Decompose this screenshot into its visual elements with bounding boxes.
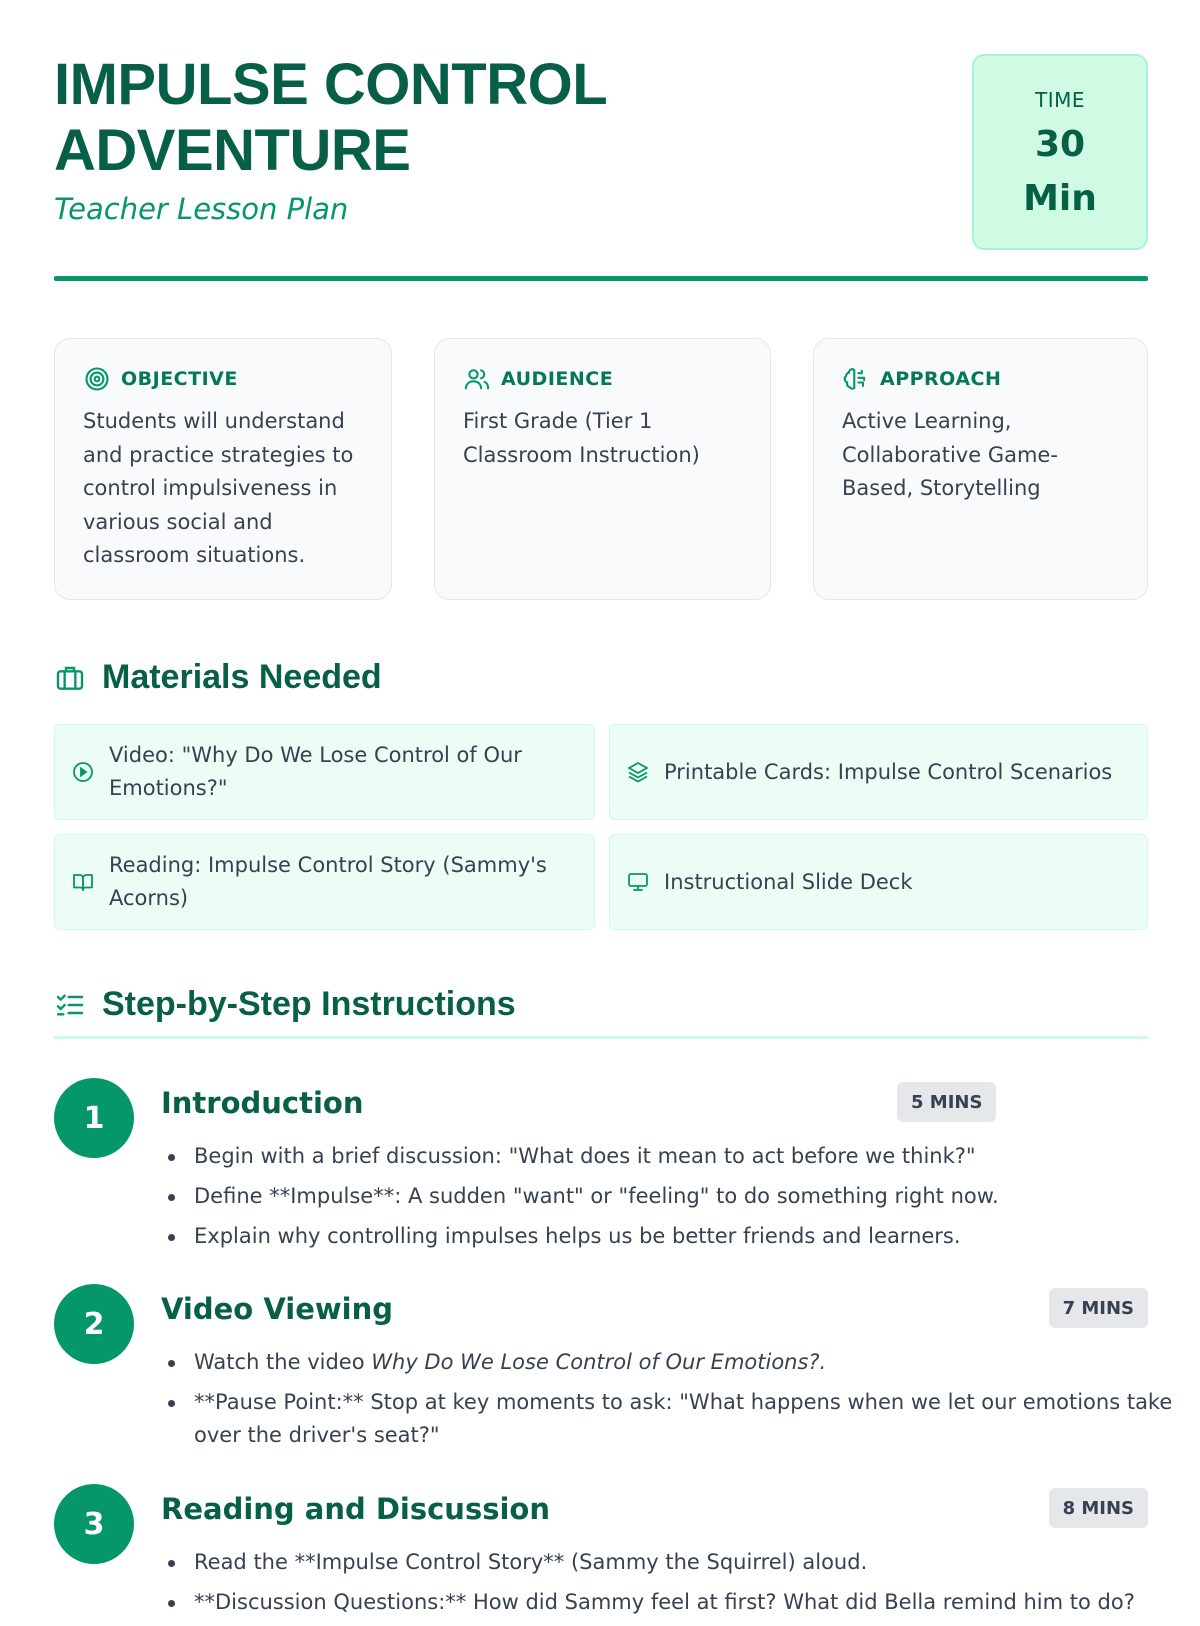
step-2 — [54, 1284, 1173, 1454]
play-icon — [71, 760, 95, 784]
audience-card — [434, 338, 771, 600]
step-bullet — [194, 1346, 1174, 1379]
approach-text: Active Learning, Collaborative Game-Based, Storytelling — [842, 409, 1058, 500]
step-bullet: Begin with a brief discussion: "What does it mean to act before we think?" — [194, 1140, 1174, 1173]
duration-badge: 8 MINS — [1049, 1488, 1148, 1528]
step-number: 2 — [54, 1284, 134, 1364]
time-value: 30 — [1034, 124, 1086, 165]
steps-divider — [54, 1036, 1148, 1039]
material-text: Reading: Impulse Control Story (Sammy's Acorns) — [109, 853, 547, 910]
material-text: Printable Cards: Impulse Control Scenarios — [664, 759, 1113, 784]
material-item — [54, 724, 595, 820]
step-1 — [54, 1078, 1148, 1258]
step-bullet: **Pause Point:** Stop at key moments to ask: "What happens when we let our emotions take over the driver's seat?" — [194, 1386, 1174, 1452]
step-bullets — [194, 1546, 1174, 1626]
title-line-1: IMPULSE CONTROL — [54, 52, 608, 117]
step-bullet: Define **Impulse**: A sudden "want" or "feeling" to do something right now. — [194, 1180, 1174, 1213]
objective-label: OBJECTIVE — [121, 368, 238, 390]
material-item — [54, 834, 595, 930]
monitor-icon — [626, 870, 650, 894]
step-bullet: Explain why controlling impulses helps us be better friends and learners. — [194, 1220, 1174, 1253]
time-box — [972, 54, 1148, 250]
steps-heading — [54, 985, 516, 1024]
material-item — [609, 724, 1148, 820]
page-subtitle: Teacher Lesson Plan — [54, 192, 349, 226]
audience-label: AUDIENCE — [501, 368, 614, 390]
steps-heading-text: Step-by-Step Instructions — [102, 985, 516, 1023]
video-title: Why Do We Lose Control of Our Emotions?. — [371, 1350, 827, 1374]
materials-heading — [54, 658, 382, 697]
material-text: Video: "Why Do We Lose Control of Our Emotions?" — [109, 743, 522, 800]
duration-badge: 5 MINS — [897, 1082, 996, 1122]
step-number: 3 — [54, 1484, 134, 1564]
objective-card — [54, 338, 392, 600]
material-item — [609, 834, 1148, 930]
book-icon — [71, 870, 95, 894]
audience-text: First Grade (Tier 1 Classroom Instruction) — [463, 409, 700, 467]
step-bullet: **Discussion Questions:** How did Sammy feel at first? What did Bella remind him to do? — [194, 1586, 1174, 1619]
briefcase-icon — [54, 662, 86, 694]
objective-text: Students will understand and practice strategies to control impulsiveness in various social and classroom situations. — [83, 409, 354, 567]
title-line-2: ADVENTURE — [54, 118, 411, 183]
step-number: 1 — [54, 1078, 134, 1158]
approach-label: APPROACH — [880, 368, 1002, 390]
layers-icon — [626, 760, 650, 784]
header-divider — [54, 276, 1148, 281]
step-title: Reading and Discussion — [161, 1492, 550, 1526]
step-bullets — [194, 1346, 1174, 1459]
step-title: Video Viewing — [161, 1292, 393, 1326]
time-label: TIME — [1034, 88, 1085, 112]
bullet-text: Watch the video — [194, 1350, 365, 1374]
step-bullet: Read the **Impulse Control Story** (Sammy the Squirrel) aloud. — [194, 1546, 1174, 1579]
step-bullets — [194, 1140, 1174, 1260]
material-text: Instructional Slide Deck — [664, 869, 913, 894]
approach-card — [813, 338, 1148, 600]
users-icon — [463, 365, 491, 393]
lesson-header — [54, 52, 1148, 252]
brain-icon — [842, 365, 870, 393]
materials-heading-text: Materials Needed — [102, 658, 382, 696]
time-unit: Min — [1023, 178, 1097, 219]
target-icon — [83, 365, 111, 393]
step-3 — [54, 1484, 1148, 1614]
step-title: Introduction — [161, 1086, 364, 1120]
checklist-icon — [54, 989, 86, 1021]
page-title — [54, 52, 754, 184]
duration-badge: 7 MINS — [1049, 1288, 1148, 1328]
